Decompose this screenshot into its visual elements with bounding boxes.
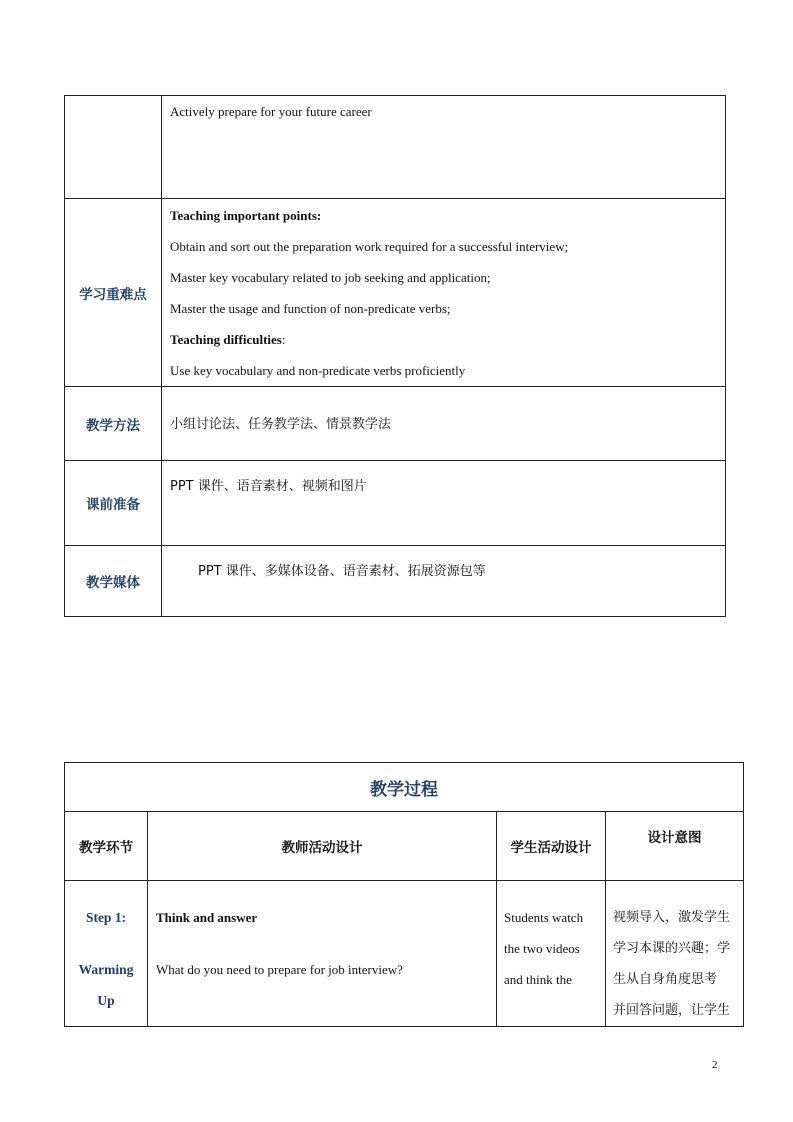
objective-cell [162, 96, 726, 199]
row-label-media: 教学媒体 [65, 546, 162, 617]
preparation-text: PPT 课件、语音素材、视频和图片 [170, 479, 367, 494]
design-line-4: 并回答问题，让学生 [613, 1003, 731, 1018]
course-info-table [64, 95, 726, 617]
step-cell [65, 881, 148, 1027]
difficulties-title: Teaching difficulties: [170, 332, 286, 347]
process-title: 教学过程 [65, 763, 744, 812]
design-line-1: 视频导入，激发学生 [613, 910, 731, 925]
student-line-2: the two videos [504, 941, 580, 956]
header-teacher-activity: 教师活动设计 [148, 812, 497, 881]
header-stage: 教学环节 [65, 812, 148, 881]
media-cell [162, 546, 726, 617]
row-label-method: 教学方法 [65, 387, 162, 461]
preparation-cell [162, 461, 726, 546]
row-label-objective [65, 96, 162, 199]
objective-text: Actively prepare for your future career [170, 104, 372, 119]
important-point-3: Master the usage and function of non-predicate verbs; [170, 301, 451, 316]
row-label-preparation: 课前准备 [65, 461, 162, 546]
media-text: PPT 课件、多媒体设备、语音素材、拓展资源包等 [198, 564, 486, 579]
difficulties-text: Use key vocabulary and non-predicate verbs proficiently [170, 363, 466, 378]
step-name-line-2: Up [97, 993, 115, 1008]
important-point-2: Master key vocabulary related to job seeking and application; [170, 270, 491, 285]
teacher-activity-title: Think and answer [156, 910, 258, 925]
important-point-1: Obtain and sort out the preparation work required for a successful interview; [170, 239, 569, 254]
student-line-1: Students watch [504, 910, 584, 925]
important-points-title: Teaching important points: [170, 208, 322, 223]
row-label-key-points: 学习重难点 [65, 199, 162, 387]
header-student-activity: 学生活动设计 [497, 812, 606, 881]
method-text: 小组讨论法、任务教学法、情景教学法 [170, 417, 392, 432]
design-intent-cell [606, 881, 744, 1027]
teaching-process-table [64, 762, 744, 1027]
teacher-activity-question: What do you need to prepare for job interview? [156, 962, 403, 977]
step-number: Step 1: [85, 910, 127, 925]
teacher-activity-cell [148, 881, 497, 1027]
step-name-line-1: Warming [78, 962, 134, 977]
design-line-3: 生从自身角度思考 [613, 972, 718, 987]
header-design-intent: 设计意图 [606, 812, 744, 881]
key-points-cell [162, 199, 726, 387]
page-number: 2 [712, 1059, 718, 1071]
method-cell [162, 387, 726, 461]
student-line-3: and think the [504, 972, 572, 987]
student-activity-cell [497, 881, 606, 1027]
design-line-2: 学习本课的兴趣；学 [613, 941, 731, 956]
